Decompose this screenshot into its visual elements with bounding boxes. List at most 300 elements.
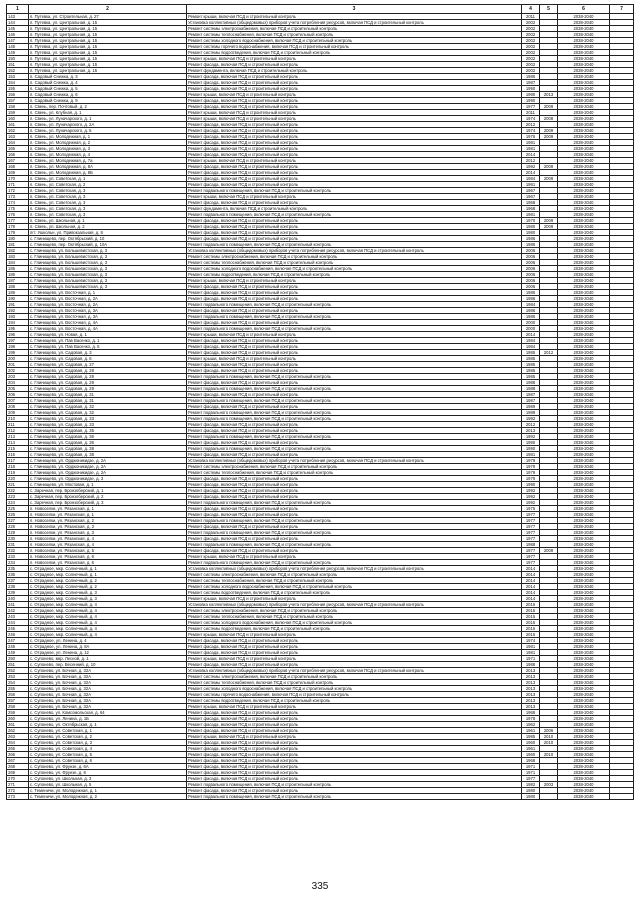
table-cell: 2038-2040 — [558, 188, 610, 194]
table-cell: 2014 — [522, 590, 540, 596]
table-cell: 253 — [7, 674, 29, 680]
table-cell: 1981 — [522, 146, 540, 152]
table-cell: 2038-2040 — [558, 242, 610, 248]
table-cell: с. Супонево, ул. Советская, д. 5 — [29, 752, 187, 758]
table-cell: 2038-2040 — [558, 32, 610, 38]
table-cell: 259 — [7, 710, 29, 716]
table-cell: п. Новоселки, ул. Рязанская, д. 6 — [29, 554, 187, 560]
table-cell: 2038-2040 — [558, 716, 610, 722]
table-cell: 2038-2040 — [558, 434, 610, 440]
table-cell: 1984 — [522, 344, 540, 350]
table-cell: 193 — [7, 314, 29, 320]
table-row — [7, 794, 634, 800]
table-cell: 1970 — [522, 218, 540, 224]
table-cell: с. Глинищево, ул. Восточная, д. 1 — [29, 290, 187, 296]
table-cell: Ремонт фасада, включая ПСД и строительный контроль — [187, 122, 522, 128]
table-cell: Ремонт фасада, включая ПСД и строительный контроль — [187, 650, 522, 656]
table-cell: 2038-2040 — [558, 14, 610, 20]
table-cell: 210 — [7, 416, 29, 422]
table-cell: 1989 — [522, 404, 540, 410]
table-cell: 2038-2040 — [558, 392, 610, 398]
table-cell: с. Глинищево, пер. Октябрьский, д. 10А — [29, 242, 187, 248]
table-cell: 214 — [7, 440, 29, 446]
table-cell: с. Глинищево, ул. Большевистская, д. 3 — [29, 248, 187, 254]
table-cell: с. Глинищево, ул. Орджоникидзе, д. 2А — [29, 458, 187, 464]
table-cell: 153 — [7, 74, 29, 80]
table-cell: с. Супонево, ул. Советская, д. 2 — [29, 734, 187, 740]
table-cell: Ремонт фасада, включая ПСД и строительный контроль — [187, 788, 522, 794]
table-cell: с. Теменичи, ул. Молодежная, д. 1 — [29, 788, 187, 794]
table-cell: Ремонт фасада, включая ПСД и строительный контроль — [187, 350, 522, 356]
table-cell: 1974 — [522, 116, 540, 122]
table-cell: 2038-2040 — [558, 518, 610, 524]
table-cell: с. Глинищево, ул. Садовая, д. 35 — [29, 428, 187, 434]
table-cell: 219 — [7, 470, 29, 476]
table-cell: 204 — [7, 380, 29, 386]
table-cell: Ремонт крыши, включая ПСД и строительный контроль — [187, 554, 522, 560]
table-cell: 2009 — [540, 224, 558, 230]
table-cell: 2038-2040 — [558, 194, 610, 200]
table-cell: 161 — [7, 122, 29, 128]
table-cell: Ремонт фундамента, включая ПСД и строительный контроль — [187, 206, 522, 212]
table-cell: 211 — [7, 422, 29, 428]
table-cell: п. Новоселки, ул. Рязанская, д. 1 — [29, 512, 187, 518]
table-cell: 2038-2040 — [558, 710, 610, 716]
table-cell: Ремонт подвального помещения, включая ПСД и строительный контроль — [187, 416, 522, 422]
table-cell: 1977 — [522, 776, 540, 782]
table-cell: Ремонт фасада, включая ПСД и строительный контроль — [187, 722, 522, 728]
table-cell: 200 — [7, 356, 29, 362]
table-cell: п. Свень, ул. Советская, д. 2 — [29, 182, 187, 188]
table-cell: 2012 — [522, 122, 540, 128]
table-cell: 2038-2040 — [558, 50, 610, 56]
table-cell: с. Супонево, ул. Бочная, д. 32А — [29, 674, 187, 680]
table-cell: 159 — [7, 110, 29, 116]
table-cell: 182 — [7, 248, 29, 254]
table-cell: п. Свень, ул. Советская, д. 3 — [29, 212, 187, 218]
table-cell: 2038-2040 — [558, 470, 610, 476]
table-cell: 2038-2040 — [558, 386, 610, 392]
table-cell: 156 — [7, 92, 29, 98]
table-cell: 147 — [7, 38, 29, 44]
table-cell: 247 — [7, 638, 29, 644]
table-cell: Ремонт фасада, включая ПСД и строительный контроль — [187, 404, 522, 410]
table-cell: 167 — [7, 158, 29, 164]
table-cell: Ремонт фасада, включая ПСД и строительный контроль — [187, 512, 522, 518]
table-cell: 169 — [7, 170, 29, 176]
table-cell: 2002 — [522, 68, 540, 74]
table-cell: Ремонт фасада, включая ПСД и строительный контроль — [187, 344, 522, 350]
table-cell: 2038-2040 — [558, 356, 610, 362]
table-cell: 2013 — [522, 692, 540, 698]
capital-repair-table — [6, 4, 634, 800]
table-cell: 212 — [7, 428, 29, 434]
table-cell: п. Садовый Снежка, д. 4 — [29, 80, 187, 86]
table-cell: 2038-2040 — [558, 398, 610, 404]
table-cell: Ремонт фасада, включая ПСД и строительный контроль — [187, 104, 522, 110]
table-cell: 2006 — [540, 728, 558, 734]
table-cell: 2038-2040 — [558, 752, 610, 758]
table-cell: 170 — [7, 176, 29, 182]
table-cell: с. Супонево, пер. Весенний, д. 10 — [29, 662, 187, 668]
table-cell: 150 — [7, 56, 29, 62]
table-cell: 144 — [7, 20, 29, 26]
table-cell: 2038-2040 — [558, 440, 610, 446]
table-cell: 2038-2040 — [558, 500, 610, 506]
table-cell: Ремонт крыши, включая ПСД и строительный контроль — [187, 14, 522, 20]
table-cell: 2038-2040 — [558, 674, 610, 680]
table-cell: с. Глинищево, ул. Новая, д. 1 — [29, 332, 187, 338]
header-cell: 1 — [7, 5, 29, 14]
table-cell: 1988 — [522, 386, 540, 392]
table-cell: 1980 — [522, 230, 540, 236]
table-cell: 2038-2040 — [558, 548, 610, 554]
table-cell: с. Супонево, ул. Бочная, д. 32А — [29, 686, 187, 692]
table-cell: 207 — [7, 398, 29, 404]
table-cell: 197 — [7, 338, 29, 344]
table-cell: с. Отрадное, мкр. Солнечный, д. 4 — [29, 626, 187, 632]
table-cell: 166 — [7, 152, 29, 158]
table-cell: 1967 — [522, 194, 540, 200]
table-cell: 2038-2040 — [558, 44, 610, 50]
table-cell: 2002 — [522, 26, 540, 32]
table-cell: с. Глинищево, ул. Садовая, д. 31 — [29, 392, 187, 398]
table-cell: Ремонт системы электроснабжения, включая ПСД и строительный контроль — [187, 254, 522, 260]
table-cell: 221 — [7, 482, 29, 488]
table-cell: Ремонт системы водоотведения, включая ПСД и строительный контроль — [187, 272, 522, 278]
table-cell: 2038-2040 — [558, 20, 610, 26]
table-cell: 1985 — [522, 362, 540, 368]
table-cell: 173 — [7, 194, 29, 200]
table-cell: 1961 — [522, 746, 540, 752]
table-cell: с. Глинищево, ул. Садовая, д. 6 — [29, 356, 187, 362]
table-cell: 2002 — [522, 32, 540, 38]
table-cell: с. Глинищево, ул. Садовая, д. 31 — [29, 398, 187, 404]
table-cell: Установка коллективных (общедомовых) приборов учета потребления ресурсов, включая ПСД и строительный контроль — [187, 248, 522, 254]
table-cell: 2003 — [540, 782, 558, 788]
table-cell: 178 — [7, 224, 29, 230]
table-cell: 1981 — [522, 650, 540, 656]
table-cell: Ремонт подвального помещения, включая ПСД и строительный контроль — [187, 398, 522, 404]
table-body — [7, 14, 634, 800]
table-cell: Ремонт системы холодного водоснабжения, включая ПСД и строительный контроль — [187, 584, 522, 590]
table-cell: Установка коллективных (общедомовых) приборов учета потребления ресурсов, включая ПСД и строительный контроль — [187, 566, 522, 572]
table-cell: 208 — [7, 404, 29, 410]
header-cell: 4 — [522, 5, 540, 14]
table-cell: 194 — [7, 320, 29, 326]
table-cell: 1985 — [522, 734, 540, 740]
table-cell: 2038-2040 — [558, 164, 610, 170]
table-cell: 1992 — [522, 488, 540, 494]
table-cell: 2008 — [540, 116, 558, 122]
table-cell: 1981 — [522, 140, 540, 146]
table-cell: 2038-2040 — [558, 38, 610, 44]
table-cell: 2014 — [522, 596, 540, 602]
header-cell: 5 — [540, 5, 558, 14]
table-cell: Ремонт подвального помещения, включая ПСД и строительный контроль — [187, 530, 522, 536]
table-cell: 145 — [7, 26, 29, 32]
table-cell: 2009 — [540, 176, 558, 182]
table-cell: п. Новоселки, ул. Рязанская, д. 6 — [29, 560, 187, 566]
table-cell: с. Глинищево, ул. Орджоникидзе, д. 2А — [29, 464, 187, 470]
table-cell: 1967 — [522, 188, 540, 194]
table-cell: с. Глинищево, ул. Садовая, д. 3 — [29, 350, 187, 356]
table-cell: п. Свень, ул. Клубная, д. 1 — [29, 110, 187, 116]
table-cell: 249 — [7, 650, 29, 656]
table-cell: 2038-2040 — [558, 236, 610, 242]
table-cell: Ремонт крыши, включая ПСД и строительный контроль — [187, 278, 522, 284]
table-cell: 2013 — [522, 428, 540, 434]
table-cell: 2038-2040 — [558, 506, 610, 512]
table-cell: Ремонт крыши, включая ПСД и строительный контроль — [187, 704, 522, 710]
table-cell: 2038-2040 — [558, 662, 610, 668]
table-cell: 2038-2040 — [558, 512, 610, 518]
table-cell: п. Свень, пер. Почтовый, д. 2 — [29, 104, 187, 110]
table-cell: Установка коллективных (общедомовых) приборов учета потребления ресурсов, включая ПСД и строительный контроль — [187, 20, 522, 26]
table-cell: 2000 — [522, 320, 540, 326]
table-cell: с. Отрадное, мкр. Солнечный, д. 4 — [29, 602, 187, 608]
table-cell: п. Свень, ул. Советская, д. 3 — [29, 206, 187, 212]
table-cell: 242 — [7, 608, 29, 614]
table-cell: 149 — [7, 50, 29, 56]
table-cell: Ремонт фасада, включая ПСД и строительный контроль — [187, 134, 522, 140]
table-cell: Ремонт фасада, включая ПСД и строительный контроль — [187, 368, 522, 374]
table-cell: 2002 — [522, 50, 540, 56]
table-cell: Ремонт системы теплоснабжения, включая ПСД и строительный контроль — [187, 578, 522, 584]
table-cell: п. Свень, ул. Луначарского, д. 1 — [29, 116, 187, 122]
table-cell: Ремонт системы теплоснабжения, включая ПСД и строительный контроль — [187, 260, 522, 266]
table-cell: 2013 — [522, 680, 540, 686]
table-cell: Ремонт фасада, включая ПСД и строительный контроль — [187, 524, 522, 530]
table-cell: Ремонт фасада, включая ПСД и строительный контроль — [187, 308, 522, 314]
table-cell: 2038-2040 — [558, 566, 610, 572]
table-cell: 1971 — [522, 770, 540, 776]
table-cell: Ремонт фасада, включая ПСД и строительный контроль — [187, 776, 522, 782]
table-cell: Ремонт крыши, включая ПСД и строительный контроль — [187, 656, 522, 662]
table-cell: с. Глинищево, ул. Орджоникидзе, д. 3 — [29, 476, 187, 482]
table-cell: 2006 — [522, 278, 540, 284]
table-cell: 1984 — [522, 176, 540, 182]
table-cell: 1984 — [522, 338, 540, 344]
table-cell: 2038-2040 — [558, 614, 610, 620]
table-cell: с. Глинищево, ул. Большевистская, д. 3 — [29, 284, 187, 290]
table-cell: Ремонт фасада, включая ПСД и строительный контроль — [187, 128, 522, 134]
table-cell: 256 — [7, 692, 29, 698]
table-cell: 160 — [7, 116, 29, 122]
table-cell: п. Свень, ул. Советская, д. 3 — [29, 200, 187, 206]
table-cell: 1986 — [522, 296, 540, 302]
table-cell: 2038-2040 — [558, 680, 610, 686]
table-cell: 1984 — [522, 302, 540, 308]
table-cell: 2038-2040 — [558, 794, 610, 800]
table-cell: 2038-2040 — [558, 650, 610, 656]
table-cell: с. Супонево, ул. Бочная, д. 32А — [29, 698, 187, 704]
table-cell: 2038-2040 — [558, 68, 610, 74]
table-cell: с. Заречная, пер. Бронзоберский, д. 3 — [29, 500, 187, 506]
table-cell: 1982 — [522, 782, 540, 788]
table-cell: Ремонт фасада, включая ПСД и строительный контроль — [187, 74, 522, 80]
table-cell: с. Супонево, ул. Советская, д. 3 — [29, 740, 187, 746]
table-cell: п. Новоселки, ул. Рязанская, д. 1 — [29, 506, 187, 512]
table-cell: Ремонт фасада, включая ПСД и строительный контроль — [187, 440, 522, 446]
page-number: 335 — [311, 881, 329, 892]
table-cell: 2038-2040 — [558, 332, 610, 338]
table-cell: 2038-2040 — [558, 344, 610, 350]
table-cell: 258 — [7, 704, 29, 710]
table-cell: 2038-2040 — [558, 692, 610, 698]
table-cell: 2038-2040 — [558, 464, 610, 470]
table-cell: Ремонт фасада, включая ПСД и строительный контроль — [187, 80, 522, 86]
table-cell: 231 — [7, 542, 29, 548]
table-cell: Ремонт подвального помещения, включая ПСД и строительный контроль — [187, 326, 522, 332]
table-cell: 2038-2040 — [558, 146, 610, 152]
table-cell: 2013 — [522, 704, 540, 710]
table-cell: 2038-2040 — [558, 200, 610, 206]
table-cell: Ремонт подвального помещения, включая ПСД и строительный контроль — [187, 242, 522, 248]
table-cell: 2038-2040 — [558, 122, 610, 128]
table-cell: Установка коллективных (общедомовых) приборов учета потребления ресурсов, включая ПСД и строительный контроль — [187, 602, 522, 608]
table-cell: Ремонт системы холодного водоснабжения, включая ПСД и строительный контроль — [187, 266, 522, 272]
table-cell: 1985 — [522, 374, 540, 380]
table-cell: 2038-2040 — [558, 158, 610, 164]
table-cell: 175 — [7, 206, 29, 212]
table-cell: Ремонт фундамента, включая ПСД и строительный контроль — [187, 68, 522, 74]
table-cell: 2038-2040 — [558, 284, 610, 290]
table-cell: 2038-2040 — [558, 452, 610, 458]
table-cell: 189 — [7, 290, 29, 296]
table-cell: 151 — [7, 62, 29, 68]
table-cell: 1962 — [522, 722, 540, 728]
table-cell: п. Свень, ул. Школьная, д. 2 — [29, 224, 187, 230]
table-cell: 2038-2040 — [558, 116, 610, 122]
table-cell: Ремонт фасада, включая ПСД и строительный контроль — [187, 140, 522, 146]
table-cell: 2038-2040 — [558, 764, 610, 770]
table-cell: 1977 — [522, 512, 540, 518]
table-cell: п. Свень, ул. Молодежная, д. 1 — [29, 134, 187, 140]
table-cell: Ремонт крыши, включая ПСД и строительный контроль — [187, 596, 522, 602]
table-cell: 206 — [7, 392, 29, 398]
table-cell: с. Глинищево, ул. Большевистская, д. 3 — [29, 278, 187, 284]
table-cell: Ремонт фасада, включая ПСД и строительный контроль — [187, 638, 522, 644]
table-cell: 2038-2040 — [558, 176, 610, 182]
table-cell: 2038-2040 — [558, 308, 610, 314]
table-cell: 272 — [7, 788, 29, 794]
table-cell: 1979 — [522, 476, 540, 482]
table-cell: 226 — [7, 512, 29, 518]
table-cell: 2038-2040 — [558, 290, 610, 296]
table-cell: с. Супонево, ул. Советская, д. 6 — [29, 758, 187, 764]
table-cell: с. Супонево, ул. Комсомольская, д. 64 — [29, 710, 187, 716]
table-cell: Ремонт подвального помещения, включая ПСД и строительный контроль — [187, 794, 522, 800]
table-cell: Ремонт фасада, включая ПСД и строительный контроль — [187, 164, 522, 170]
table-cell: 2038-2040 — [558, 260, 610, 266]
header-cell: 3 — [187, 5, 522, 14]
table-cell: 1985 — [522, 368, 540, 374]
table-cell: 2038-2040 — [558, 638, 610, 644]
table-cell: п. Путевка, ул. Центральная, д. 15 — [29, 20, 187, 26]
table-cell: 2015 — [522, 602, 540, 608]
table-cell: 1977 — [522, 524, 540, 530]
table-cell: с. Глинищево, ул. Пав Васенко, д. 1 — [29, 338, 187, 344]
table-cell: Ремонт системы теплоснабжения, включая ПСД и строительный контроль — [187, 614, 522, 620]
table-cell: п. Путевка, ул. Центральная, д. 15 — [29, 68, 187, 74]
table-cell: 1992 — [522, 416, 540, 422]
table-cell: п. Свень, ул. Молодежная, д. 3 — [29, 146, 187, 152]
table-cell: 264 — [7, 740, 29, 746]
table-cell: 1960 — [522, 740, 540, 746]
table-cell: Ремонт фасада, включая ПСД и строительный контроль — [187, 338, 522, 344]
table-cell — [540, 794, 558, 800]
table-cell: 191 — [7, 302, 29, 308]
table-cell: 164 — [7, 140, 29, 146]
table-cell: Ремонт подвального помещения, включая ПСД и строительный контроль — [187, 188, 522, 194]
table-cell: с. Супонево, ул. Фрунзе, д. 6А — [29, 764, 187, 770]
table-cell: 2038-2040 — [558, 128, 610, 134]
table-cell: 2038-2040 — [558, 248, 610, 254]
table-cell: 215 — [7, 446, 29, 452]
table-cell: 235 — [7, 566, 29, 572]
table-cell: 2014 — [522, 584, 540, 590]
table-cell: 202 — [7, 368, 29, 374]
table-cell: с. Супонево, ул. Советская, д. 1 — [29, 728, 187, 734]
table-cell: 2012 — [522, 158, 540, 164]
table-cell: Ремонт фасада, включая ПСД и строительный контроль — [187, 476, 522, 482]
table-cell: с. Глинищево, ул. Садовая, д. 33 — [29, 416, 187, 422]
table-cell: 1974 — [522, 638, 540, 644]
table-cell: 216 — [7, 452, 29, 458]
table-cell: Ремонт системы электроснабжения, включая ПСД и строительный контроль — [187, 674, 522, 680]
table-cell: 266 — [7, 752, 29, 758]
table-cell: с. Глинищево, ул. Большевистская, д. 3 — [29, 260, 187, 266]
table-cell: Ремонт фасада, включая ПСД и строительный контроль — [187, 452, 522, 458]
table-cell: 1981 — [522, 452, 540, 458]
table-cell: 1992 — [522, 434, 540, 440]
table-cell: п. Свень, ул. Советская, д. 1 — [29, 176, 187, 182]
table-cell: с. Отрадное, мкр. Солнечный, д. 1 — [29, 566, 187, 572]
table-cell: 2038-2040 — [558, 428, 610, 434]
table-cell: 195 — [7, 326, 29, 332]
table-cell: 2014 — [522, 152, 540, 158]
table-cell: 1988 — [522, 380, 540, 386]
table-cell: 205 — [7, 386, 29, 392]
table-cell: п. Свень, ул. Молодежная, д. 4 — [29, 152, 187, 158]
table-cell: 1978 — [522, 716, 540, 722]
table-cell: 213 — [7, 434, 29, 440]
table-cell: 2038-2040 — [558, 140, 610, 146]
table-cell: 2013 — [522, 674, 540, 680]
table-cell: 2038-2040 — [558, 686, 610, 692]
table-cell: Ремонт фасада, включая ПСД и строительный контроль — [187, 230, 522, 236]
table-cell: 2038-2040 — [558, 788, 610, 794]
table-cell: п. Свень, ул. Советская, д. 3 — [29, 188, 187, 194]
table-cell: 2038-2040 — [558, 476, 610, 482]
table-cell: 2006 — [522, 248, 540, 254]
table-cell: 2038-2040 — [558, 728, 610, 734]
table-cell: 1988 — [522, 542, 540, 548]
table-cell: 184 — [7, 260, 29, 266]
table-cell: п. Садовый Снежка, д. 6 — [29, 92, 187, 98]
table-cell: Ремонт подвального помещения, включая ПСД и строительный контроль — [187, 560, 522, 566]
table-cell: 177 — [7, 218, 29, 224]
table-cell: 2038-2040 — [558, 422, 610, 428]
table-cell: 1986 — [522, 74, 540, 80]
table-cell: с. Супонево, ул. Октябрьская, д. 1 — [29, 722, 187, 728]
table-cell: 2014 — [522, 566, 540, 572]
table-cell: 2038-2040 — [558, 626, 610, 632]
table-cell: 240 — [7, 596, 29, 602]
table-cell: п. Свень, ул. Луначарского, д. 2А — [29, 122, 187, 128]
table-cell: 1987 — [522, 392, 540, 398]
